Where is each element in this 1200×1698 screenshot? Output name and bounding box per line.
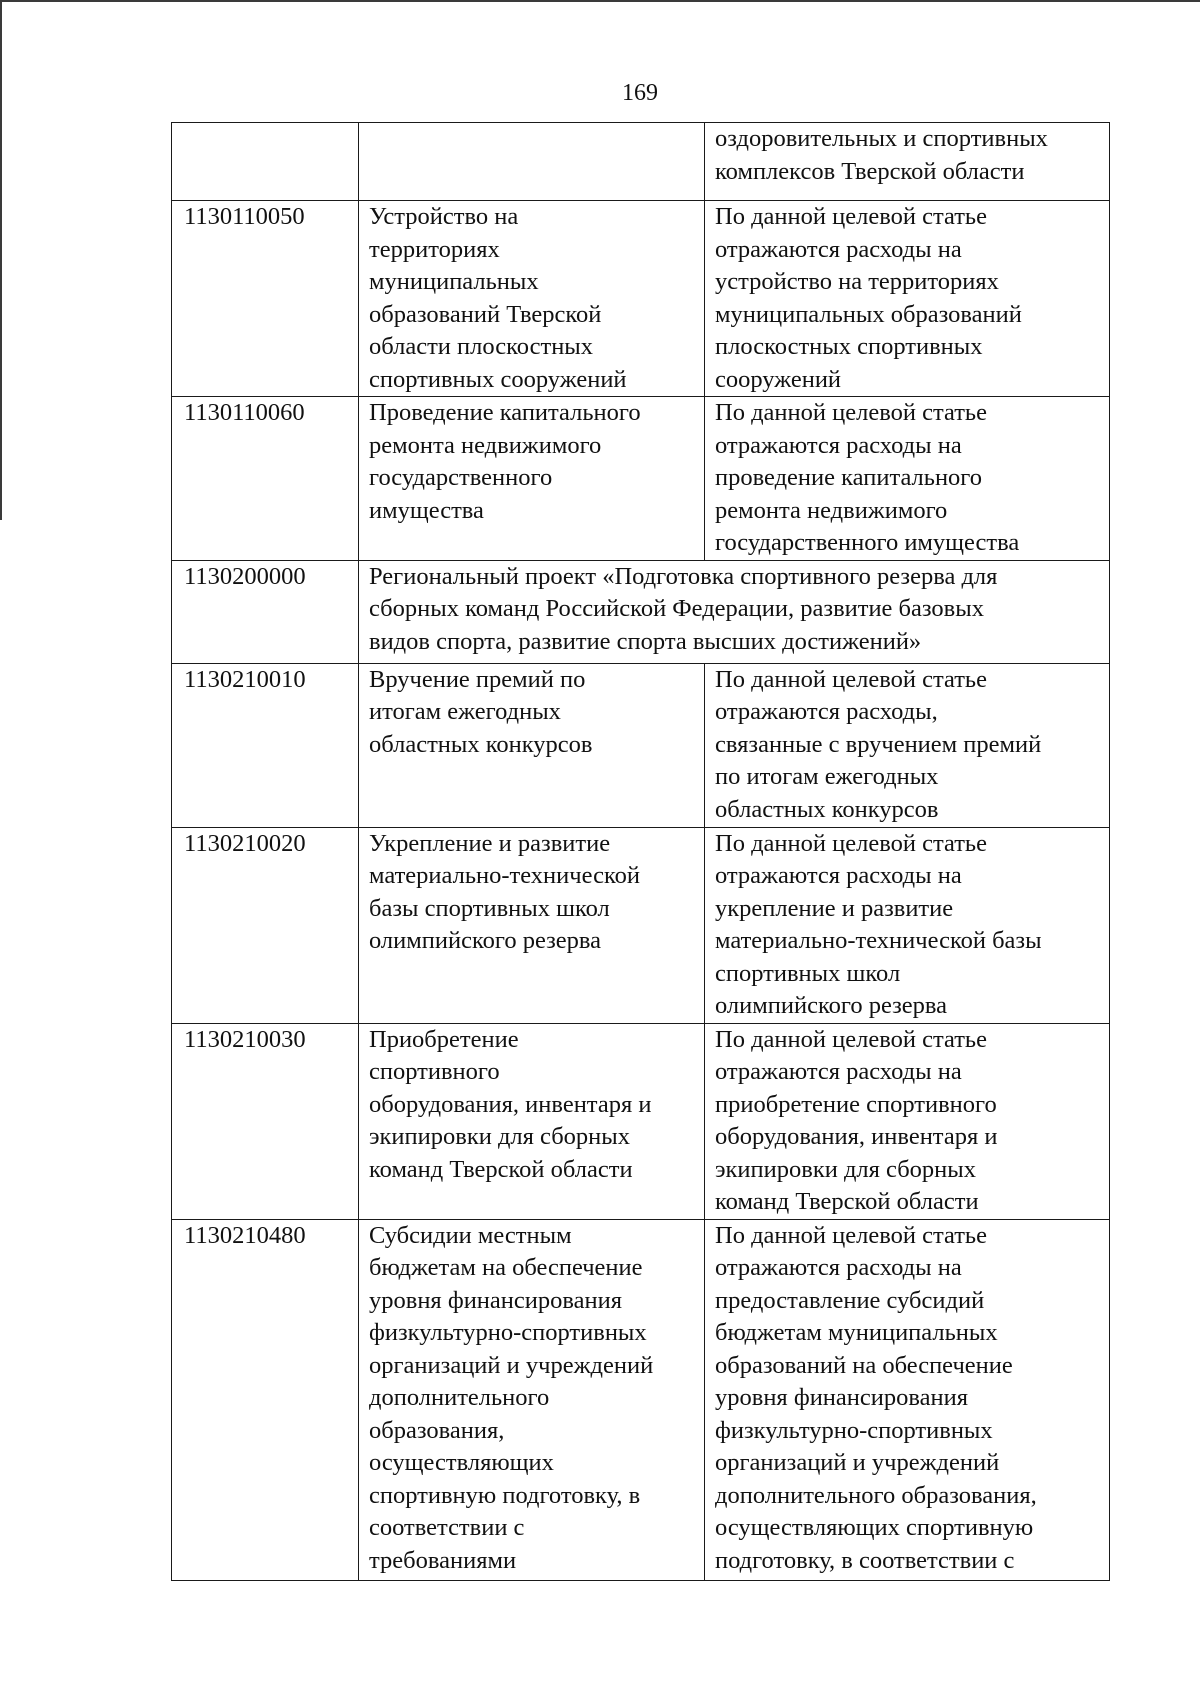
target-name-cell: Устройство на территориях муниципальных образований Тверской области плоскостных спортивных сооружений [359,201,705,397]
table-row [172,663,1110,827]
table-row [172,201,1110,397]
target-description-cell: По данной целевой статье отражаются расходы на укрепление и развитие материально-технической базы спортивных школ олимпийского резерва [705,827,1110,1023]
target-code-cell: 1130210020 [172,827,359,1023]
target-description-cell: По данной целевой статье отражаются расходы на проведение капитального ремонта недвижимого государственного имущества [705,397,1110,561]
target-code-cell: 1130210030 [172,1023,359,1219]
table-row [172,827,1110,1023]
target-name-cell: Приобретение спортивного оборудования, инвентаря и экипировки для сборных команд Тверской области [359,1023,705,1219]
target-description-cell: По данной целевой статье отражаются расходы на приобретение спортивного оборудования, инвентаря и экипировки для сборных команд Тверской области [705,1023,1110,1219]
target-description-cell: По данной целевой статье отражаются расходы на устройство на территориях муниципальных образований плоскостных спортивных сооружений [705,201,1110,397]
target-name-cell: Укрепление и развитие материально-технической базы спортивных школ олимпийского резерва [359,827,705,1023]
table-row [172,397,1110,561]
target-code-cell: 1130210010 [172,663,359,827]
target-code-cell [172,123,359,201]
table-row [172,1023,1110,1219]
table-row [172,1219,1110,1580]
target-name-cell: Субсидии местным бюджетам на обеспечение уровня финансирования физкультурно-спортивных организаций и учреждений дополнительного образования, осуществляющих спортивную подготовку, в соответствии с требованиями [359,1219,705,1580]
table-row [172,123,1110,201]
target-name-cell [359,123,705,201]
target-name-cell: Вручение премий по итогам ежегодных областных конкурсов [359,663,705,827]
budget-classification-table [171,122,1110,1581]
page-number: 169 [622,80,658,106]
table-row [172,560,1110,663]
target-code-cell: 1130110060 [172,397,359,561]
regional-project-cell: Региональный проект «Подготовка спортивного резерва для сборных команд Российской Федерации, развитие базовых видов спорта, развитие спорта высших достижений» [359,560,1110,663]
target-description-cell: По данной целевой статье отражаются расходы на предоставление субсидий бюджетам муниципальных образований на обеспечение уровня финансирования физкультурно-спортивных организаций и учреждений дополнительного образования, осуществляющих спортивную подготовку, в соответствии с [705,1219,1110,1580]
scan-border-top [0,0,1200,2]
target-description-cell: оздоровительных и спортивных комплексов Тверской области [705,123,1110,201]
target-name-cell: Проведение капитального ремонта недвижимого государственного имущества [359,397,705,561]
target-code-cell: 1130110050 [172,201,359,397]
target-code-cell: 1130210480 [172,1219,359,1580]
target-code-cell: 1130200000 [172,560,359,663]
target-description-cell: По данной целевой статье отражаются расходы, связанные с вручением премий по итогам ежегодных областных конкурсов [705,663,1110,827]
